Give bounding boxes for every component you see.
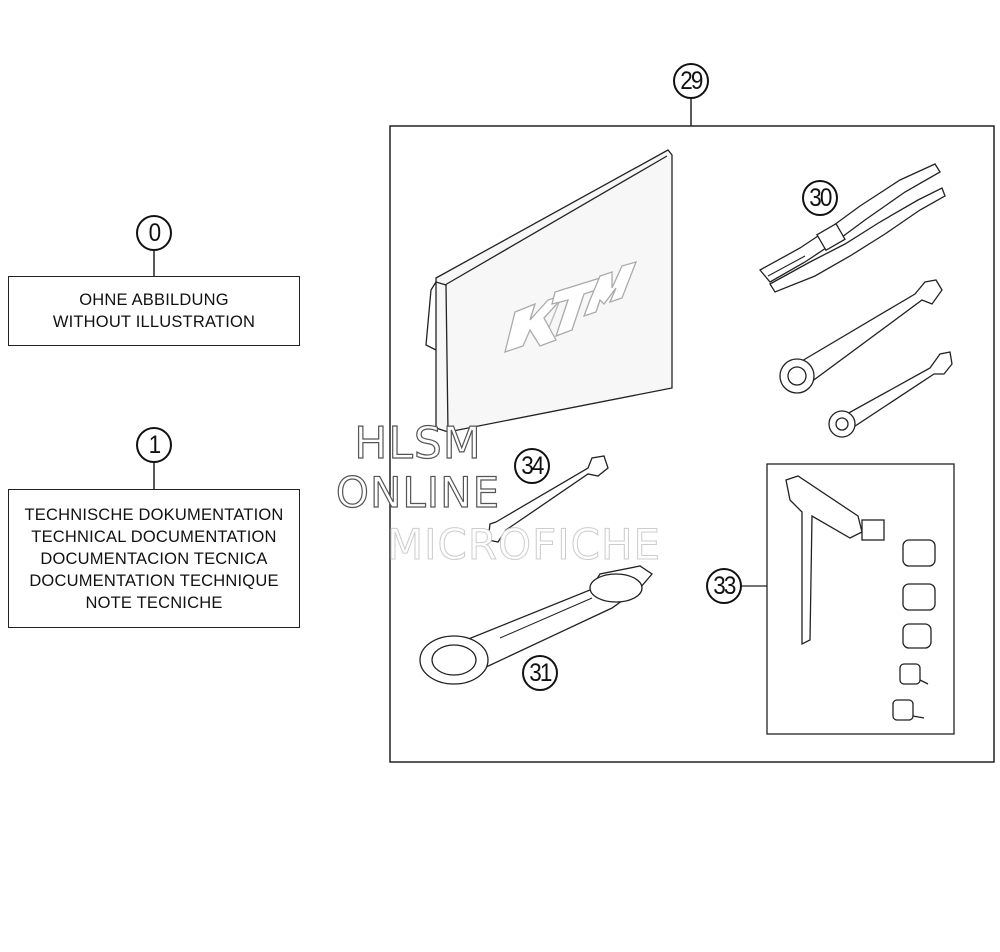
callout-29[interactable]: 29 [673, 63, 709, 99]
label-line: DOCUMENTACION TECNICA [40, 550, 268, 568]
watermark-line-1: HLSM [354, 418, 482, 469]
combination-wrench-small [829, 352, 952, 437]
callout-0[interactable]: 0 [136, 215, 172, 251]
label-box-technical-documentation [8, 489, 300, 628]
tool-pouch [426, 150, 672, 432]
bit-1 [900, 664, 920, 684]
label-box-without-illustration [8, 276, 300, 346]
socket-2 [903, 584, 935, 610]
label-line: NOTE TECNICHE [85, 594, 223, 612]
label-line: WITHOUT ILLUSTRATION [52, 313, 256, 331]
label-line: TECHNICAL DOCUMENTATION [31, 528, 277, 546]
callout-33[interactable]: 33 [706, 568, 742, 604]
watermark-line-3: MICROFICHE [386, 520, 662, 569]
label-line: TECHNISCHE DOKUMENTATION [24, 506, 284, 524]
t-handle-set [740, 464, 954, 734]
socket-3 [903, 624, 931, 648]
bit-2 [893, 700, 913, 720]
watermark-line-2: ONLINE [335, 468, 501, 517]
socket-1 [903, 540, 935, 566]
callout-1[interactable]: 1 [136, 427, 172, 463]
callout-30[interactable]: 30 [802, 180, 838, 216]
label-line: DOCUMENTATION TECHNIQUE [29, 572, 279, 590]
label-line: OHNE ABBILDUNG [79, 291, 229, 309]
callout-31[interactable]: 31 [522, 655, 558, 691]
callout-34[interactable]: 34 [514, 448, 550, 484]
pliers [760, 164, 945, 292]
